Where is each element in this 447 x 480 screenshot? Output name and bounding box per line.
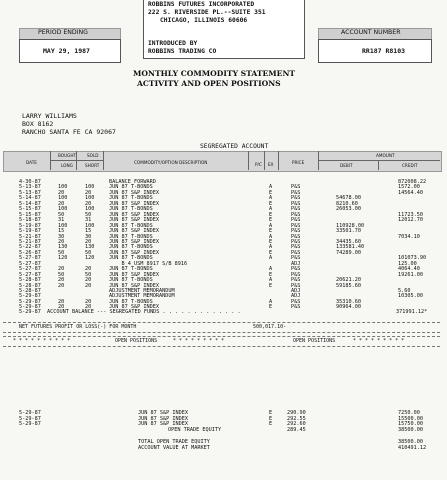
row-exchange: E	[269, 282, 273, 289]
row-description: JUN 87 S&P INDEX	[109, 238, 159, 245]
row-price: P&S	[291, 195, 301, 202]
col-price: PRICE	[292, 160, 305, 165]
stars-left: * * * * * * * * * *	[13, 338, 71, 344]
open-position-row	[0, 428, 447, 434]
row-debit: 34435.60	[336, 238, 361, 245]
row-date: 5-13-87	[19, 189, 41, 196]
row-exchange: E	[269, 249, 273, 256]
divider	[248, 151, 249, 170]
row-debit: 35310.60	[336, 298, 361, 305]
row-sold: 100	[85, 195, 95, 202]
row-price: P&S	[291, 217, 301, 224]
open-row-credit: 7250.00	[398, 410, 420, 416]
row-debit: 33501.70	[336, 228, 361, 235]
stars-right: * * * * * * * * *	[353, 338, 405, 344]
row-description: JUN 87 S&P INDEX	[109, 271, 159, 278]
row-exchange: E	[269, 238, 273, 245]
row-debit: 59185.60	[336, 282, 361, 289]
account-value-row	[0, 446, 447, 452]
row-sold: 20	[85, 189, 92, 196]
balance-label: ACCOUNT BALANCE --- SEGREGATED FUNDS . . . . . . . . . . . . .	[47, 309, 241, 315]
row-exchange: A	[269, 195, 273, 202]
open-row-date: 5-29-87	[19, 421, 41, 428]
balance-row	[0, 310, 447, 316]
row-description: JUN 87 T-BONDS	[109, 233, 153, 240]
client-name: LARRY WILLIAMS	[22, 112, 77, 120]
row-description: JUN 87 T-BONDS	[109, 255, 153, 262]
row-price: P&S	[291, 233, 301, 240]
divider	[264, 151, 265, 170]
row-sold: 120	[85, 255, 95, 262]
row-description: JUN 87 S&P INDEX	[109, 189, 159, 196]
client-address-2: RANCHO SANTA FE CA 92067	[22, 128, 116, 136]
row-exchange: E	[269, 200, 273, 207]
net-futures-value: 500,017.10-	[253, 324, 287, 330]
row-debit: 90964.00	[336, 304, 361, 311]
row-date: 5-21-87	[19, 238, 41, 245]
col-bought: BOUGHT	[58, 153, 77, 158]
row-sold: 31	[85, 217, 92, 224]
row-date: 5-21-87	[19, 233, 41, 240]
col-ex: EX	[268, 162, 274, 167]
row-price: P&S	[291, 238, 301, 245]
row-debit: 110928.00	[336, 222, 365, 229]
open-row-description: JUN 87 S&P INDEX	[138, 415, 188, 422]
row-debit: 8210.60	[336, 200, 358, 207]
row-price: P&S	[291, 211, 301, 218]
row-description: B 4 USM 8917 S/B 8916	[109, 260, 188, 267]
period-ending-value: MAY 29, 1987	[43, 47, 90, 55]
row-date: 5-29-87	[19, 293, 41, 300]
row-exchange: A	[269, 222, 273, 229]
open-row-description: JUN 87 S&P INDEX	[138, 410, 188, 416]
row-bought: 20	[58, 238, 65, 245]
row-date: 5-27-87	[19, 255, 41, 262]
divider	[318, 160, 440, 161]
row-description: JUN 87 S&P INDEX	[109, 249, 159, 256]
row-date: 5-27-87	[19, 260, 41, 267]
row-sold: 20	[85, 304, 92, 311]
row-sold: 100	[85, 206, 95, 213]
open-row-credit: 38500.00	[398, 426, 423, 433]
statement-title: MONTHLY COMMODITY STATEMENT	[133, 69, 296, 78]
row-date: 5-27-87	[19, 266, 41, 273]
balance-date: 5-29-87	[19, 309, 41, 315]
row-date: 5-18-87	[19, 217, 41, 224]
row-date: 5-14-87	[19, 195, 41, 202]
divider	[103, 151, 104, 170]
open-row-description: OPEN TRADE EQUITY	[168, 426, 222, 433]
row-sold: 130	[85, 244, 95, 251]
open-row-price: 289.45	[287, 426, 306, 433]
row-date: 5-19-87	[19, 228, 41, 235]
open-row-credit: 15500.00	[398, 415, 423, 422]
row-sold: 20	[85, 282, 92, 289]
col-credit: CREDIT	[402, 163, 418, 168]
row-price: P&S	[291, 244, 301, 251]
row-bought: 20	[58, 304, 65, 311]
row-bought: 20	[58, 282, 65, 289]
row-description: JUN 87 T-BONDS	[109, 277, 153, 284]
row-credit: 101073.90	[398, 255, 427, 262]
broker-name: ROBBINS FUTURES INCORPORATED	[148, 1, 255, 8]
open-row-credit: 15750.00	[398, 421, 423, 428]
row-sold: 100	[85, 184, 95, 191]
row-bought: 100	[58, 184, 68, 191]
row-bought: 20	[58, 298, 65, 305]
balance-credit: 371991.12*	[396, 309, 428, 315]
row-date: 5-28-87	[19, 277, 41, 284]
row-date: 5-29-87	[19, 298, 41, 305]
row-price: P&S	[291, 304, 301, 311]
account-number-value: RR187 R8103	[362, 47, 406, 55]
row-credit: 4064.40	[398, 266, 420, 273]
row-description: JUN 87 S&P INDEX	[109, 200, 159, 207]
account-value-value: 410491.12	[398, 445, 427, 451]
client-address-1: BOX 8162	[22, 120, 54, 128]
row-price: P&S	[291, 266, 301, 273]
row-exchange: E	[269, 211, 273, 218]
row-exchange: E	[269, 228, 273, 235]
row-date: 5-14-87	[19, 200, 41, 207]
section-title: SEGREGATED ACCOUNT	[200, 143, 269, 150]
row-date: 5-22-87	[19, 244, 41, 251]
row-description: JUN 87 T-BONDS	[109, 222, 153, 229]
row-exchange: E	[269, 217, 273, 224]
col-debit: DEBIT	[340, 163, 353, 168]
row-description: JUN 87 T-BONDS	[109, 298, 153, 305]
row-bought: 20	[58, 277, 65, 284]
broker-address-1: 222 S. RIVERSIDE PL.--SUITE 351	[148, 9, 266, 16]
row-bought: 20	[58, 189, 65, 196]
row-sold: 20	[85, 238, 92, 245]
row-bought: 100	[58, 222, 68, 229]
row-sold: 50	[85, 249, 92, 256]
col-amount: AMOUNT	[376, 153, 395, 158]
row-price: P&S	[291, 200, 301, 207]
row-sold: 20	[85, 277, 92, 284]
open-row-price: 290.90	[287, 410, 306, 416]
divider	[378, 160, 379, 170]
row-credit: 872008.22	[398, 179, 427, 185]
open-positions-label: OPEN POSITIONS	[115, 338, 158, 344]
row-price: P&S	[291, 206, 301, 213]
divider	[50, 160, 103, 161]
row-credit: 12012.70	[398, 217, 423, 224]
row-date: 5-28-87	[19, 282, 41, 289]
row-description: JUN 87 S&P INDEX	[109, 211, 159, 218]
row-description: JUN 87 S&P INDEX	[109, 228, 159, 235]
row-price: P&S	[291, 184, 301, 191]
row-sold: 100	[85, 222, 95, 229]
col-description: COMMODITY/OPTION DESCRIPTION	[134, 160, 208, 165]
row-exchange: A	[269, 266, 273, 273]
row-sold: 15	[85, 228, 92, 235]
row-price: P&S	[291, 255, 301, 262]
broker-address-2: CHICAGO, ILLINOIS 60606	[160, 17, 248, 24]
row-credit: 125.00	[398, 260, 417, 267]
row-date: 5-27-87	[19, 271, 41, 278]
row-price: ADJ	[291, 288, 301, 294]
row-description: JUN 87 T-BONDS	[109, 266, 153, 273]
row-credit: 14564.40	[398, 189, 423, 196]
row-description: JUN 87 S&P INDEX	[109, 304, 159, 311]
row-sold: 20	[85, 298, 92, 305]
row-bought: 120	[58, 255, 68, 262]
row-bought: 50	[58, 211, 65, 218]
row-sold: 30	[85, 233, 92, 240]
introduced-by-label: INTRODUCED BY	[148, 40, 198, 47]
row-bought: 50	[58, 271, 65, 278]
row-sold: 20	[85, 266, 92, 273]
row-exchange: A	[269, 244, 273, 251]
row-description: ADJUSTMENT MEMORANDUM	[109, 288, 175, 294]
row-exchange: A	[269, 255, 273, 262]
row-date: 5-15-87	[19, 206, 41, 213]
row-price: P&S	[291, 298, 301, 305]
row-date: 5-29-87	[19, 304, 41, 311]
open-row-exchange: E	[269, 421, 273, 428]
open-row-exchange: E	[269, 415, 273, 422]
row-description: JUN 87 S&P INDEX	[109, 217, 159, 224]
row-exchange: A	[269, 277, 273, 284]
open-row-price: 292.60	[287, 421, 306, 428]
col-pc: P/C	[255, 162, 262, 167]
open-row-exchange: E	[269, 410, 273, 416]
row-sold: 20	[85, 200, 92, 207]
row-debit: 133581.40	[336, 244, 365, 251]
row-price: P&S	[291, 228, 301, 235]
row-description: ADJUSTMENT MEMORANDUM	[109, 293, 175, 300]
total-ote-value: 38500.00	[398, 439, 423, 445]
row-exchange: E	[269, 304, 273, 311]
row-debit: 20621.20	[336, 277, 361, 284]
account-number-label: ACCOUNT NUMBER	[341, 29, 401, 36]
row-bought: 100	[58, 195, 68, 202]
row-price: ADJ	[291, 260, 301, 267]
row-price: P&S	[291, 271, 301, 278]
row-description: JUN 87 S&P INDEX	[109, 282, 159, 289]
row-bought: 30	[58, 233, 65, 240]
row-credit: 19261.00	[398, 271, 423, 278]
row-exchange: E	[269, 271, 273, 278]
row-debit: 54678.00	[336, 195, 361, 202]
row-credit: 11723.50	[398, 211, 423, 218]
row-credit: 7034.10	[398, 233, 420, 240]
row-price: P&S	[291, 222, 301, 229]
open-row-description: JUN 87 S&P INDEX	[138, 421, 188, 428]
introduced-by-value: ROBBINS TRADING CO	[148, 48, 217, 55]
row-exchange: E	[269, 189, 273, 196]
open-row-date: 5-29-87	[19, 410, 41, 416]
row-date: 5-19-87	[19, 222, 41, 229]
row-date: 5-28-87	[19, 288, 41, 294]
row-date: 4-30-87	[19, 179, 41, 185]
row-credit: 5.60	[398, 288, 411, 294]
row-sold: 50	[85, 271, 92, 278]
row-bought: 20	[58, 266, 65, 273]
row-description: BALANCE FORWARD	[109, 179, 156, 185]
row-exchange: A	[269, 206, 273, 213]
open-row-date: 5-29-87	[19, 415, 41, 422]
row-bought: 20	[58, 200, 65, 207]
row-description: JUN 87 T-BONDS	[109, 244, 153, 251]
row-credit: 10305.00	[398, 293, 423, 300]
account-value-label: ACCOUNT VALUE AT MARKET	[138, 445, 210, 451]
col-long: LONG	[61, 163, 73, 168]
row-bought: 100	[58, 206, 68, 213]
row-exchange: A	[269, 233, 273, 240]
open-positions-band	[3, 336, 440, 347]
open-row-price: 292.55	[287, 415, 306, 422]
row-description: JUN 87 T-BONDS	[109, 195, 153, 202]
row-exchange: A	[269, 184, 273, 191]
col-short: SHORT	[85, 163, 100, 168]
row-bought: 15	[58, 228, 65, 235]
net-futures-band	[3, 322, 440, 333]
row-debit: 74289.00	[336, 249, 361, 256]
row-price: P&S	[291, 282, 301, 289]
row-exchange: A	[269, 298, 273, 305]
row-date: 5-26-87	[19, 249, 41, 256]
period-ending-label: PERIOD ENDING	[38, 29, 88, 36]
row-description: JUN 87 T-BONDS	[109, 206, 153, 213]
row-price: P&S	[291, 277, 301, 284]
divider	[278, 151, 279, 170]
row-date: 5-15-87	[19, 211, 41, 218]
row-description: JUN 87 T-BONDS	[109, 184, 153, 191]
stars-mid: * * * * * * * * *	[173, 338, 225, 344]
row-sold: 50	[85, 211, 92, 218]
row-credit: 1572.00	[398, 184, 420, 191]
row-bought: 31	[58, 217, 65, 224]
row-price: ADJ	[291, 293, 301, 300]
open-positions-label-2: OPEN POSITIONS	[293, 338, 336, 344]
statement-subtitle: ACTIVITY AND OPEN POSITIONS	[137, 79, 281, 88]
col-date: DATE	[26, 160, 37, 165]
row-bought: 130	[58, 244, 68, 251]
row-debit: 26053.00	[336, 206, 361, 213]
row-price: P&S	[291, 189, 301, 196]
total-ote-row	[0, 440, 447, 446]
net-futures-label: NET FUTURES PROFIT OR LOSS(-) FOR MONTH	[19, 324, 137, 330]
row-date: 5-13-87	[19, 184, 41, 191]
col-sold: SOLD	[87, 153, 99, 158]
total-ote-label: TOTAL OPEN TRADE EQUITY	[138, 439, 210, 445]
row-bought: 50	[58, 249, 65, 256]
row-price: P&S	[291, 249, 301, 256]
